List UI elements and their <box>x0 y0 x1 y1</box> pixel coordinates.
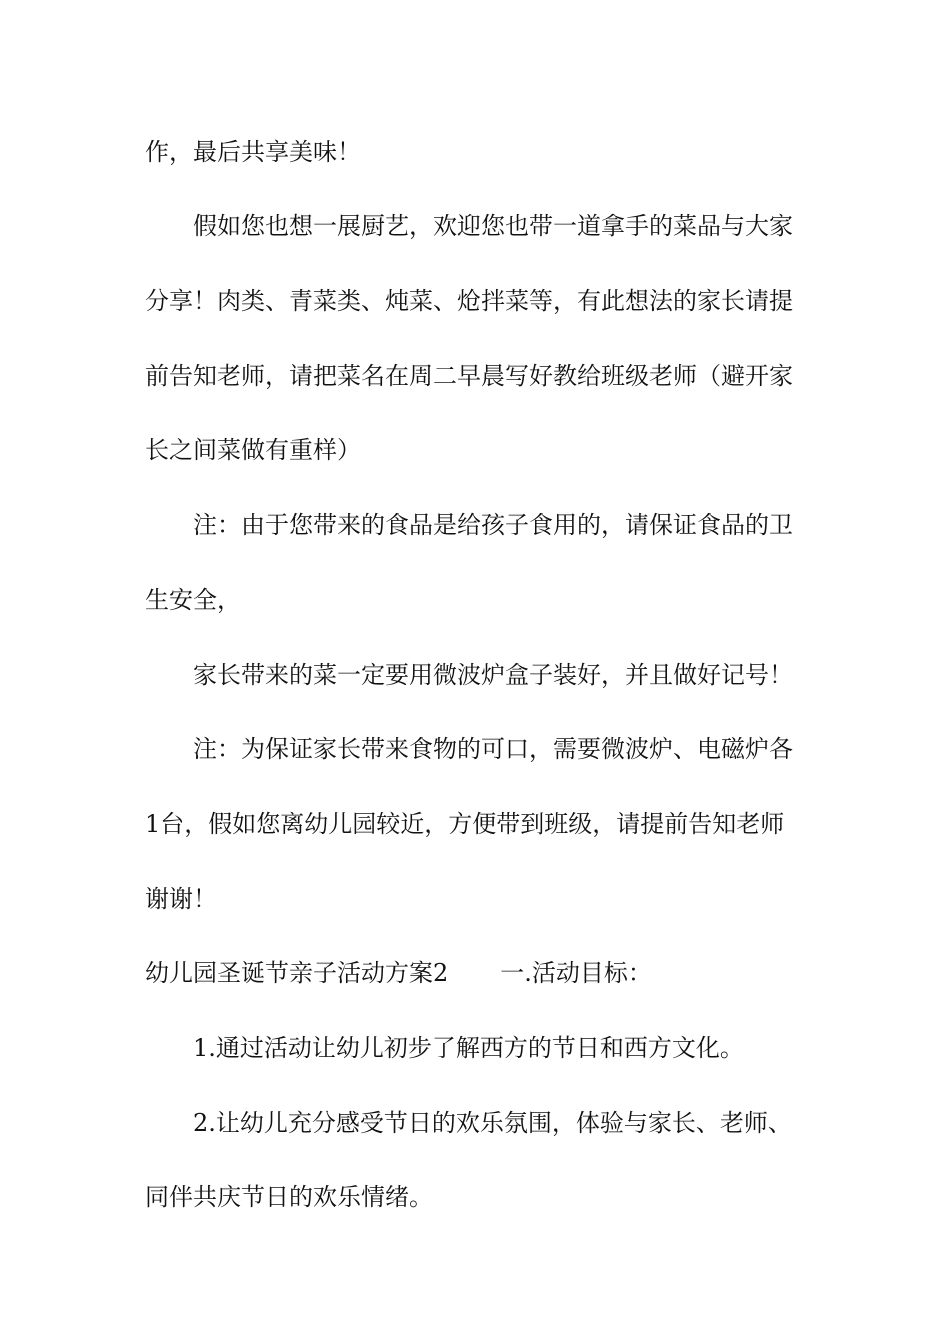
paragraph-line: 生安全， <box>145 586 241 614</box>
section-subtitle: 一.活动目标： <box>500 959 652 987</box>
paragraph-line: 假如您也想一展厨艺，欢迎您也带一道拿手的菜品与大家 <box>193 212 793 240</box>
paragraph-line: 1台，假如您离幼儿园较近，方便带到班级，请提前告知老师 <box>145 810 785 838</box>
list-item: 2.让幼儿充分感受节日的欢乐氛围，体验与家长、老师、 <box>193 1109 792 1137</box>
list-item: 1.通过活动让幼儿初步了解西方的节日和西方文化。 <box>193 1034 744 1062</box>
paragraph-line: 注：由于您带来的食品是给孩子食用的，请保证食品的卫 <box>193 511 793 539</box>
section-heading <box>145 957 815 989</box>
list-item: 同伴共庆节日的欢乐情绪。 <box>145 1183 433 1211</box>
paragraph-line: 作，最后共享美味！ <box>145 138 361 166</box>
paragraph-line: 分享！肉类、青菜类、炖菜、炝拌菜等，有此想法的家长请提 <box>145 287 793 315</box>
section-title: 幼儿园圣诞节亲子活动方案2 <box>145 959 449 987</box>
paragraph-line: 前告知老师，请把菜名在周二早晨写好教给班级老师（避开家 <box>145 362 793 390</box>
paragraph-line: 家长带来的菜一定要用微波炉盒子装好，并且做好记号！ <box>193 661 793 689</box>
paragraph-line: 谢谢！ <box>145 885 217 913</box>
paragraph-line: 注：为保证家长带来食物的可口，需要微波炉、电磁炉各 <box>193 735 793 763</box>
paragraph-line: 长之间菜做有重样） <box>145 436 361 464</box>
